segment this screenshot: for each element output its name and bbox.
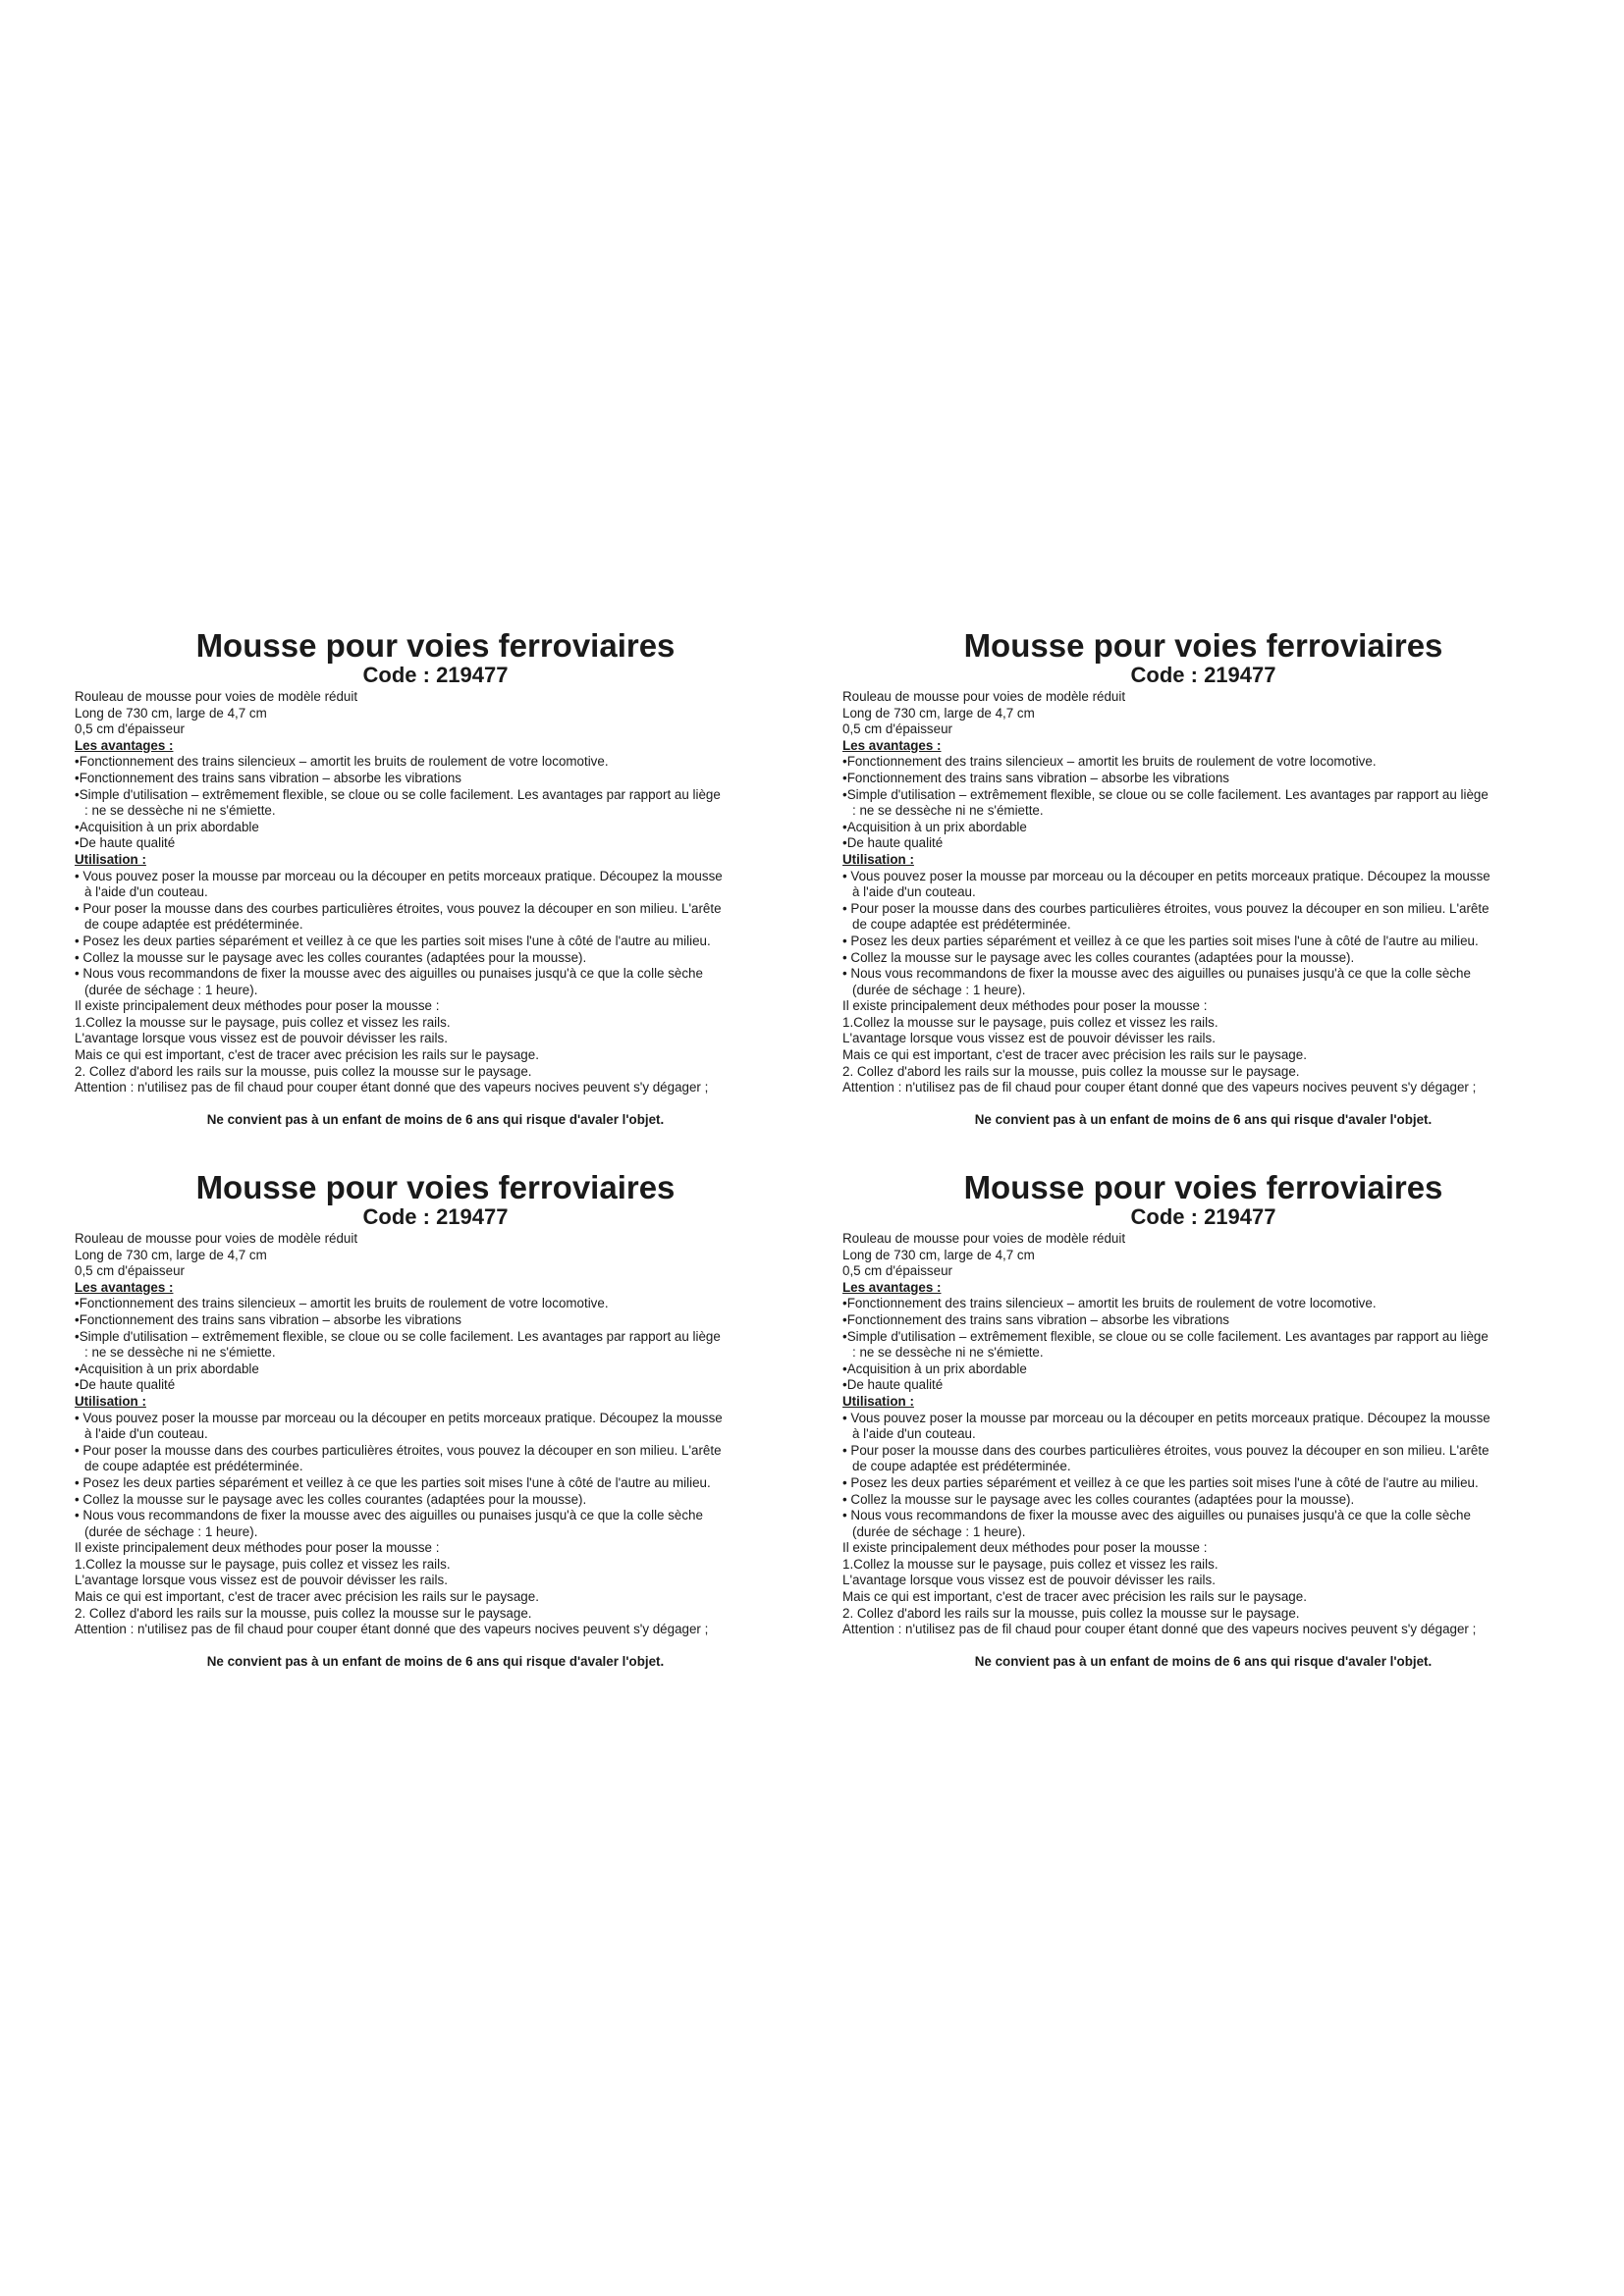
method-line: 2. Collez d'abord les rails sur la mousse, puis collez la mousse sur le paysage. — [75, 1063, 532, 1079]
advantages-heading: Les avantages : — [842, 1279, 942, 1295]
usage-heading: Utilisation : — [75, 1393, 146, 1409]
advantage-item: •De haute qualité — [842, 835, 944, 851]
label-bottom-left — [75, 1170, 796, 1670]
age-warning: Ne convient pas à un enfant de moins de 6 ans qui risque d'avaler l'objet. — [974, 1111, 1433, 1127]
method-line: L'avantage lorsque vous vissez est de pouvoir dévisser les rails. — [842, 1031, 1216, 1046]
label-title: Mousse pour voies ferroviaires — [963, 1169, 1443, 1205]
advantage-item: •Acquisition à un prix abordable — [75, 819, 259, 834]
method-line: Mais ce qui est important, c'est de tracer avec précision les rails sur le paysage. — [75, 1047, 539, 1063]
usage-item: • Posez les deux parties séparément et veillez à ce que les parties soit mises l'une à côté de l'autre au milieu. — [75, 933, 711, 948]
label-title: Mousse pour voies ferroviaires — [963, 627, 1443, 664]
advantage-item: •De haute qualité — [75, 1377, 176, 1393]
usage-item: • Posez les deux parties séparément et veillez à ce que les parties soit mises l'une à côté de l'autre au milieu. — [75, 1474, 711, 1490]
method-line: 2. Collez d'abord les rails sur la mousse, puis collez la mousse sur le paysage. — [842, 1605, 1300, 1621]
intro-line: Rouleau de mousse pour voies de modèle réduit — [75, 689, 358, 704]
usage-item: • Vous pouvez poser la mousse par morceau ou la découper en petits morceaux pratique. Découpez la mousse à l'aide d'un couteau. — [75, 1410, 723, 1442]
advantage-item: •Fonctionnement des trains silencieux – amortit les bruits de roulement de votre locomotive. — [842, 1296, 1377, 1311]
usage-item: • Vous pouvez poser la mousse par morceau ou la découper en petits morceaux pratique. Découpez la mousse à l'aide d'un couteau. — [75, 868, 723, 900]
usage-item: • Pour poser la mousse dans des courbes particulières étroites, vous pouvez la découper en son milieu. L'arête de coupe adaptée est prédéterminée. — [75, 1442, 722, 1474]
method-line: Il existe principalement deux méthodes pour poser la mousse : — [842, 1540, 1208, 1556]
method-line: 2. Collez d'abord les rails sur la mousse, puis collez la mousse sur le paysage. — [842, 1063, 1300, 1079]
usage-item: • Pour poser la mousse dans des courbes particulières étroites, vous pouvez la découper en son milieu. L'arête de coupe adaptée est prédéterminée. — [842, 1442, 1489, 1474]
usage-item: • Collez la mousse sur le paysage avec les colles courantes (adaptées pour la mousse). — [75, 949, 587, 965]
advantages-heading: Les avantages : — [75, 737, 174, 753]
method-line: 1.Collez la mousse sur le paysage, puis collez et vissez les rails. — [842, 1556, 1218, 1572]
intro-line: Rouleau de mousse pour voies de modèle réduit — [75, 1231, 358, 1246]
attention-line: Attention : n'utilisez pas de fil chaud pour couper étant donné que des vapeurs nocives peuvent s'y dégager ; — [842, 1622, 1477, 1637]
product-code: Code : 219477 — [362, 1204, 509, 1229]
age-warning: Ne convient pas à un enfant de moins de 6 ans qui risque d'avaler l'objet. — [974, 1653, 1433, 1669]
usage-item: • Pour poser la mousse dans des courbes particulières étroites, vous pouvez la découper en son milieu. L'arête de coupe adaptée est prédéterminée. — [842, 900, 1489, 933]
intro-line: 0,5 cm d'épaisseur — [75, 721, 185, 737]
method-line: Mais ce qui est important, c'est de tracer avec précision les rails sur le paysage. — [842, 1589, 1307, 1605]
usage-item: • Posez les deux parties séparément et veillez à ce que les parties soit mises l'une à côté de l'autre au milieu. — [842, 1474, 1479, 1490]
usage-item: • Nous vous recommandons de fixer la mousse avec des aiguilles ou punaises jusqu'à ce que la colle sèche (durée de séchage : 1 heure). — [842, 1508, 1471, 1539]
advantage-item: •Fonctionnement des trains sans vibration – absorbe les vibrations — [75, 770, 461, 785]
attention-line: Attention : n'utilisez pas de fil chaud pour couper étant donné que des vapeurs nocives peuvent s'y dégager ; — [75, 1080, 709, 1095]
advantage-item: •Fonctionnement des trains silencieux – amortit les bruits de roulement de votre locomotive. — [75, 754, 609, 770]
usage-item: • Vous pouvez poser la mousse par morceau ou la découper en petits morceaux pratique. Découpez la mousse à l'aide d'un couteau. — [842, 868, 1490, 900]
method-line: L'avantage lorsque vous vissez est de pouvoir dévisser les rails. — [842, 1573, 1216, 1588]
advantage-item: •Simple d'utilisation – extrêmement flexible, se cloue ou se colle facilement. Les avantages par rapport au liège : ne se dessèche ni ne s'émiette. — [75, 1328, 721, 1361]
advantage-item: •Simple d'utilisation – extrêmement flexible, se cloue ou se colle facilement. Les avantages par rapport au liège : ne se dessèche ni ne s'émiette. — [75, 786, 721, 819]
label-title: Mousse pour voies ferroviaires — [195, 1169, 676, 1205]
usage-item: • Vous pouvez poser la mousse par morceau ou la découper en petits morceaux pratique. Découpez la mousse à l'aide d'un couteau. — [842, 1410, 1490, 1442]
advantage-item: •De haute qualité — [842, 1377, 944, 1393]
method-line: Mais ce qui est important, c'est de tracer avec précision les rails sur le paysage. — [75, 1589, 539, 1605]
method-line: Il existe principalement deux méthodes pour poser la mousse : — [75, 1540, 440, 1556]
advantages-heading: Les avantages : — [75, 1279, 174, 1295]
usage-item: • Pour poser la mousse dans des courbes particulières étroites, vous pouvez la découper en son milieu. L'arête de coupe adaptée est prédéterminée. — [75, 900, 722, 933]
method-line: 1.Collez la mousse sur le paysage, puis collez et vissez les rails. — [75, 1014, 451, 1030]
intro-line: 0,5 cm d'épaisseur — [842, 721, 952, 737]
advantage-item: •Fonctionnement des trains silencieux – amortit les bruits de roulement de votre locomotive. — [842, 754, 1377, 770]
usage-item: • Nous vous recommandons de fixer la mousse avec des aiguilles ou punaises jusqu'à ce que la colle sèche (durée de séchage : 1 heure). — [842, 966, 1471, 997]
advantage-item: •Simple d'utilisation – extrêmement flexible, se cloue ou se colle facilement. Les avantages par rapport au liège : ne se dessèche ni ne s'émiette. — [842, 1328, 1489, 1361]
method-line: L'avantage lorsque vous vissez est de pouvoir dévisser les rails. — [75, 1031, 448, 1046]
advantage-item: •Acquisition à un prix abordable — [75, 1361, 259, 1376]
advantage-item: •Acquisition à un prix abordable — [842, 819, 1027, 834]
method-line: 2. Collez d'abord les rails sur la mousse, puis collez la mousse sur le paysage. — [75, 1605, 532, 1621]
usage-heading: Utilisation : — [842, 1393, 914, 1409]
advantage-item: •Fonctionnement des trains silencieux – amortit les bruits de roulement de votre locomotive. — [75, 1296, 609, 1311]
advantage-item: •Fonctionnement des trains sans vibration – absorbe les vibrations — [842, 770, 1229, 785]
product-code: Code : 219477 — [1130, 1204, 1276, 1229]
intro-line: Rouleau de mousse pour voies de modèle réduit — [842, 689, 1126, 704]
method-line: L'avantage lorsque vous vissez est de pouvoir dévisser les rails. — [75, 1573, 448, 1588]
label-top-left — [75, 628, 796, 1128]
usage-item: • Collez la mousse sur le paysage avec les colles courantes (adaptées pour la mousse). — [842, 1491, 1355, 1507]
intro-line: Long de 730 cm, large de 4,7 cm — [75, 705, 267, 721]
method-line: Il existe principalement deux méthodes pour poser la mousse : — [842, 998, 1208, 1014]
method-line: Mais ce qui est important, c'est de tracer avec précision les rails sur le paysage. — [842, 1047, 1307, 1063]
attention-line: Attention : n'utilisez pas de fil chaud pour couper étant donné que des vapeurs nocives peuvent s'y dégager ; — [75, 1622, 709, 1637]
product-code: Code : 219477 — [1130, 663, 1276, 687]
usage-heading: Utilisation : — [75, 851, 146, 867]
age-warning: Ne convient pas à un enfant de moins de 6 ans qui risque d'avaler l'objet. — [206, 1653, 665, 1669]
label-top-right — [842, 628, 1564, 1128]
usage-item: • Collez la mousse sur le paysage avec les colles courantes (adaptées pour la mousse). — [75, 1491, 587, 1507]
intro-line: Rouleau de mousse pour voies de modèle réduit — [842, 1231, 1126, 1246]
method-line: 1.Collez la mousse sur le paysage, puis collez et vissez les rails. — [842, 1014, 1218, 1030]
advantage-item: •Fonctionnement des trains sans vibration – absorbe les vibrations — [75, 1311, 461, 1327]
method-line: Il existe principalement deux méthodes pour poser la mousse : — [75, 998, 440, 1014]
product-code: Code : 219477 — [362, 663, 509, 687]
advantage-item: •Fonctionnement des trains sans vibration – absorbe les vibrations — [842, 1311, 1229, 1327]
attention-line: Attention : n'utilisez pas de fil chaud pour couper étant donné que des vapeurs nocives peuvent s'y dégager ; — [842, 1080, 1477, 1095]
intro-line: 0,5 cm d'épaisseur — [842, 1263, 952, 1279]
intro-line: Long de 730 cm, large de 4,7 cm — [842, 1247, 1035, 1262]
intro-line: Long de 730 cm, large de 4,7 cm — [842, 705, 1035, 721]
label-bottom-right — [842, 1170, 1564, 1670]
method-line: 1.Collez la mousse sur le paysage, puis collez et vissez les rails. — [75, 1556, 451, 1572]
age-warning: Ne convient pas à un enfant de moins de 6 ans qui risque d'avaler l'objet. — [206, 1111, 665, 1127]
usage-heading: Utilisation : — [842, 851, 914, 867]
advantage-item: •De haute qualité — [75, 835, 176, 851]
usage-item: • Collez la mousse sur le paysage avec les colles courantes (adaptées pour la mousse). — [842, 949, 1355, 965]
usage-item: • Nous vous recommandons de fixer la mousse avec des aiguilles ou punaises jusqu'à ce que la colle sèche (durée de séchage : 1 heure). — [75, 966, 703, 997]
usage-item: • Posez les deux parties séparément et veillez à ce que les parties soit mises l'une à côté de l'autre au milieu. — [842, 933, 1479, 948]
usage-item: • Nous vous recommandons de fixer la mousse avec des aiguilles ou punaises jusqu'à ce que la colle sèche (durée de séchage : 1 heure). — [75, 1508, 703, 1539]
advantage-item: •Acquisition à un prix abordable — [842, 1361, 1027, 1376]
intro-line: Long de 730 cm, large de 4,7 cm — [75, 1247, 267, 1262]
label-title: Mousse pour voies ferroviaires — [195, 627, 676, 664]
advantages-heading: Les avantages : — [842, 737, 942, 753]
advantage-item: •Simple d'utilisation – extrêmement flexible, se cloue ou se colle facilement. Les avantages par rapport au liège : ne se dessèche ni ne s'émiette. — [842, 786, 1489, 819]
intro-line: 0,5 cm d'épaisseur — [75, 1263, 185, 1279]
